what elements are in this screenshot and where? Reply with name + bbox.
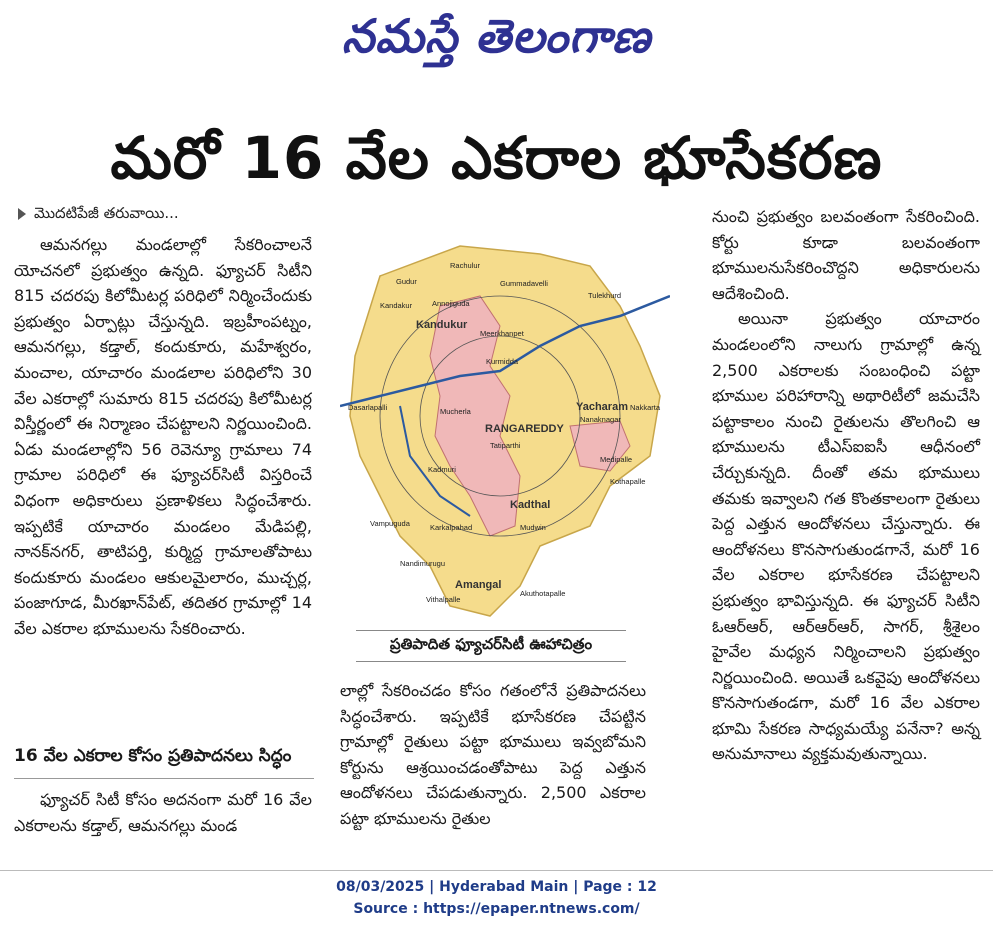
footer-source-link[interactable]: Source : https://epaper.ntnews.com/ xyxy=(353,901,640,917)
paragraph: నుంచి ప్రభుత్వం బలవంతంగా సేకరించింది. కోర్టు కూడా బలవంతంగా భూములనుసేకరించొద్దని అధికారులను ఆదేశించింది. xyxy=(712,207,980,303)
map-label-mudwin: Mudwin xyxy=(520,523,546,532)
future-city-map xyxy=(340,236,670,622)
map-label-meerkhanpet: Meerkhanpet xyxy=(480,329,524,338)
article-column-1-continued xyxy=(14,787,312,838)
paragraph: లాల్లో సేకరించడం కోసం గతంలోనే ప్రతిపాదనలు సిద్ధంచేశారు. ఇప్పటికే భూసేకరణ చేపట్టిన గ్రామాల్లో రైతులు పట్టా భూములు ఇవ్వబోమని కోర్టును ఆశ్రయించడంతోపాటు పెద్ద ఎత్తున ఆందోళనలు చేపడుతున్నారు. 2,500 ఎకరాల పట్టా భూములను రైతుల xyxy=(340,681,646,828)
map-label-nakkarta: Nakkarta xyxy=(630,403,661,412)
map-label-kandakur: Kandakur xyxy=(380,301,413,310)
map-label-kadmuri: Kadmuri xyxy=(428,465,456,474)
newspaper-masthead: నమస్తే తెలంగాణ xyxy=(341,9,652,63)
map-label-dasarlapalli: Dasarlapalli xyxy=(348,403,388,412)
sub-heading: 16 వేల ఎకరాల కోసం ప్రతిపాదనలు సిద్ధం xyxy=(14,746,314,779)
map-label-amangal: Amangal xyxy=(455,579,502,591)
continued-from-front-page xyxy=(18,204,179,226)
map-label-karkalpahad: Karkalpahad xyxy=(430,523,473,532)
map-label-akuthotapalle: Akuthotapalle xyxy=(520,589,566,598)
map-label-vampuguda: Vampuguda xyxy=(370,519,410,528)
map-label-mucherla: Mucherla xyxy=(440,407,471,416)
map-caption: ప్రతిపాదిత ఫ్యూచర్‌సిటీ ఊహాచిత్రం xyxy=(356,630,626,662)
map-label-kandukur: Kandukur xyxy=(416,319,468,331)
map-label-rangareddy: RANGAREDDY xyxy=(485,423,564,435)
article-column-3 xyxy=(712,204,980,767)
article-headline: మరో 16 వేల ఎకరాల భూసేకరణ xyxy=(110,124,883,192)
continued-label: మొదటిపేజీ తరువాయి... xyxy=(34,204,179,222)
map-label-tulekhurd: Tulekhurd xyxy=(588,291,622,300)
map-label-tatiparthi: Tatiparthi xyxy=(490,441,521,450)
map-label-gummadavelli: Gummadavelli xyxy=(500,279,548,288)
footer-date-edition-page: 08/03/2025 | Hyderabad Main | Page : 12 xyxy=(336,879,657,895)
map-label-kadthal: Kadthal xyxy=(510,499,551,511)
arrow-icon xyxy=(18,208,26,220)
map-label-nandimurugu: Nandimurugu xyxy=(400,559,446,568)
map-label-kurmidda: Kurmidda xyxy=(486,357,519,366)
map-label-rachulur: Rachulur xyxy=(450,261,481,270)
map-label-nanaknagar: Nanaknagar xyxy=(580,415,621,424)
footer xyxy=(0,870,993,917)
map-label-annojiguda: Annojiguda xyxy=(432,299,470,308)
paragraph: అయినా ప్రభుత్వం యాచారం మండలంలోని నాలుగు గ్రామాల్లో ఉన్న 2,500 ఎకరాలకు సంబంధించి పట్టా భూముల పరిహారాన్ని అథారిటీలో జమచేసి పట్టాకాలం నుంచి రైతులను తొలగించి ఆ భూములను టీఎస్‌ఐఐసీ ఆధీనంలో చేర్చుకున్నది. దీంతో తమ భూములు తమకు ఇవ్వాలని గత కొంతకాలంగా రైతులు పెద్ద ఎత్తున ఆందోళనలు చేస్తున్నారు. ఈ ఆందోళనలు కొనసాగుతుండగానే, మరో 16 వేల ఎకరాల భూసేకరణ చేపట్టాలని ప్రభుత్వం భావిస్తున్నది. ఈ ఫ్యూచర్ సిటీని ఓఆర్ఆర్, ఆర్ఆర్ఆర్, సాగర్, శ్రీశైలం హైవేల మధ్యన నిర్మించాలని ప్రభుత్వం నిర్ణయించింది. అయితే ఒకవైపు ఆందోళనలు కొనసాగుతండగా, మరో 16 వేల ఎకరాల భూమి సేకరణ సాధ్యమయ్యే పనేనా? అన్న అనుమానాలు వ్యక్తమవుతున్నాయి. xyxy=(712,309,980,764)
map-label-yacharam: Yacharam xyxy=(576,401,628,413)
article-column-2 xyxy=(340,678,646,832)
article-column-1 xyxy=(14,232,312,642)
map-label-kothapalle: Kothapalle xyxy=(610,477,646,486)
paragraph: ఫ్యూచర్ సిటీ కోసం అదనంగా మరో 16 వేల ఎకరాలను కడ్తాల్, ఆమనగల్లు మండ xyxy=(14,790,312,835)
map-label-medipalle: Medipalle xyxy=(600,455,633,464)
map-label-vithalpalle: Vithalpalle xyxy=(426,595,461,604)
paragraph: ఆమనగల్లు మండలాల్లో సేకరించాలనే యోచనలో ప్రభుత్వం ఉన్నది. ఫ్యూచర్ సిటీని 815 చదరపు కిలోమీటర్ల పరిధిలో నిర్మించేందుకు ప్రభుత్వం ఏర్పాట్లు చేస్తున్నది. ఇబ్రహీంపట్నం, ఆమనగల్లు, కడ్తాల్, కందుకూరు, మహేశ్వరం, మంచాల, యాచారం మండలాల పరిధిలోని 30 వేల ఎకరాల్లో సుమారు 815 చదరపు కిలోమీటర్ల విస్తీర్ణంలో ఈ నిర్మాణం చేపట్టాలని నిర్ణయించింది. ఏడు మండలాల్లోని 56 రెవెన్యూ గ్రామాలు 74 గ్రామాల పరిధిలో ఈ ఫ్యూచర్‌సిటీ విస్తరించే విధంగా అధికారులు ప్రణాళికలు సిద్ధంచేశారు. ఇప్పటికే యాచారం మండలం మేడిపల్లి, నానక్‌నగర్, తాటిపర్తి, కుర్మిద్ద గ్రామాలతోపాటు కందుకూరు మండలం ఆకులమైలారం, ముచ్చర్ల, పంజాగూడ, మీరఖాన్‌పేట్, తదితర గ్రామాల్లో 14 వేల ఎకరాల భూములను సేకరించారు. xyxy=(14,235,312,638)
map-label-gudur: Gudur xyxy=(396,277,417,286)
